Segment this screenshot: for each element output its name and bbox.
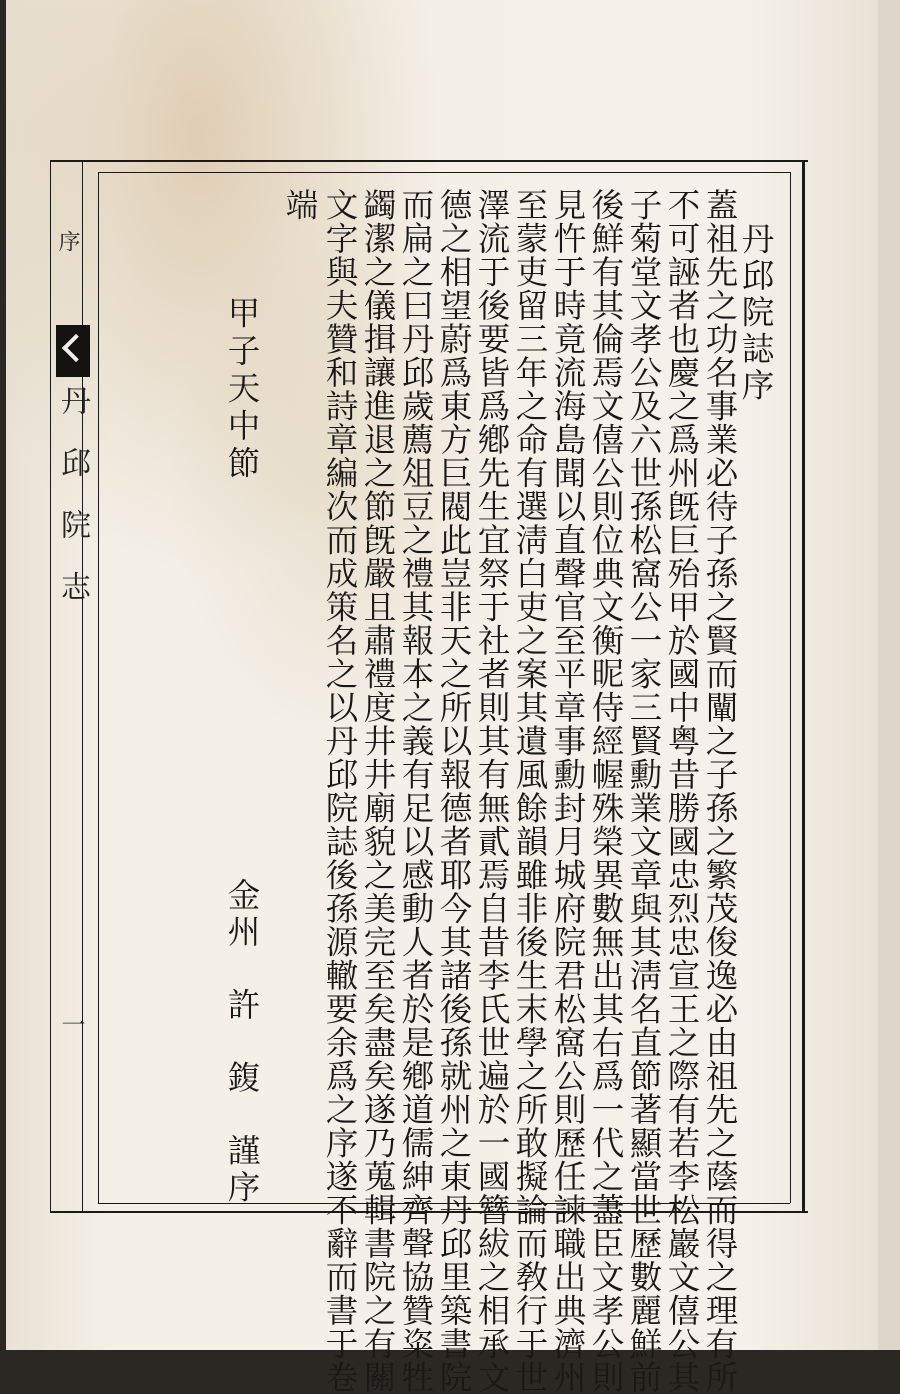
frame-top-rule bbox=[50, 160, 808, 162]
frame-left-inner bbox=[98, 172, 99, 1203]
text-column-1: 蓋祖先之功名事業必待子孫之賢而闡之子孫之繁茂俊逸必由祖先之蔭而得之理有所 bbox=[701, 188, 739, 1394]
text-column-9: 而扁之曰丹邱歲薦俎豆之禮其報本之義有足以感動人者於是鄕道儒紳齊聲協贊粢牲 bbox=[397, 188, 435, 1394]
text-column-6: 至蒙吏留三年之命有選淸白吏之案其遺風餘韻雖非後生末學之所敢擬論而敎行于世 bbox=[511, 188, 549, 1394]
signature-line: 金州 許 鍑 謹序 bbox=[223, 878, 261, 1207]
text-column-12: 端 bbox=[281, 188, 319, 222]
text-column-8: 德之相望蔚爲東方巨閥此豈非天之所以報德者耶今其諸後孫就州之東丹邱里築書院 bbox=[435, 188, 473, 1394]
text-column-4: 後鮮有其倫焉文僖公則位典文衡昵侍經幄殊榮異數無出其右爲一代之藎臣文孝公則 bbox=[587, 188, 625, 1394]
frame-right-outer bbox=[802, 160, 805, 1213]
preface-heading: 丹邱院誌序 bbox=[737, 222, 775, 405]
fish-tail-mark-icon bbox=[56, 325, 90, 377]
margin-page-number: 一 bbox=[57, 1012, 85, 1056]
book-page bbox=[6, 0, 878, 1394]
margin-section-label: 序 bbox=[55, 230, 80, 272]
frame-right-inner bbox=[790, 172, 791, 1203]
text-column-11: 文字與夫贊和詩章編次而成策名之以丹邱院誌後孫源轍要余爲之序遂不辭而書于卷 bbox=[321, 188, 359, 1394]
text-column-10: 蠲潔之儀揖讓進退之節旣嚴且肅禮度井井廟貌之美完至矣盡矣遂乃蒐輯書院之有關 bbox=[359, 188, 397, 1394]
date-line: 甲子天中節 bbox=[223, 296, 261, 484]
margin-book-title: 丹邱院志 bbox=[55, 385, 90, 633]
frame-inner-top bbox=[98, 172, 790, 173]
text-column-2: 不可誣者也慶之爲州旣巨殆甲於國中粤昔勝國忠烈忠宣王之際有若李松巖文僖公其 bbox=[663, 188, 701, 1394]
text-column-3: 子菊堂文孝公及六世孫松窩公一家三賢勳業文章與其淸名直節著顯當世歷數麗鮮前 bbox=[625, 188, 663, 1394]
text-column-5: 見忤于時竟流海島聞以直聲官至平章事勳封月城府院君松窩公則歷任諫職出典濟州 bbox=[549, 188, 587, 1394]
adjacent-page-edge bbox=[878, 0, 900, 1350]
fore-edge-rule-outer bbox=[50, 160, 51, 1213]
text-column-7: 澤流于後要皆爲鄕先生宜祭于社者則其有無貳焉自昔李氏世遍於一國簪紱之相承文 bbox=[473, 188, 511, 1394]
